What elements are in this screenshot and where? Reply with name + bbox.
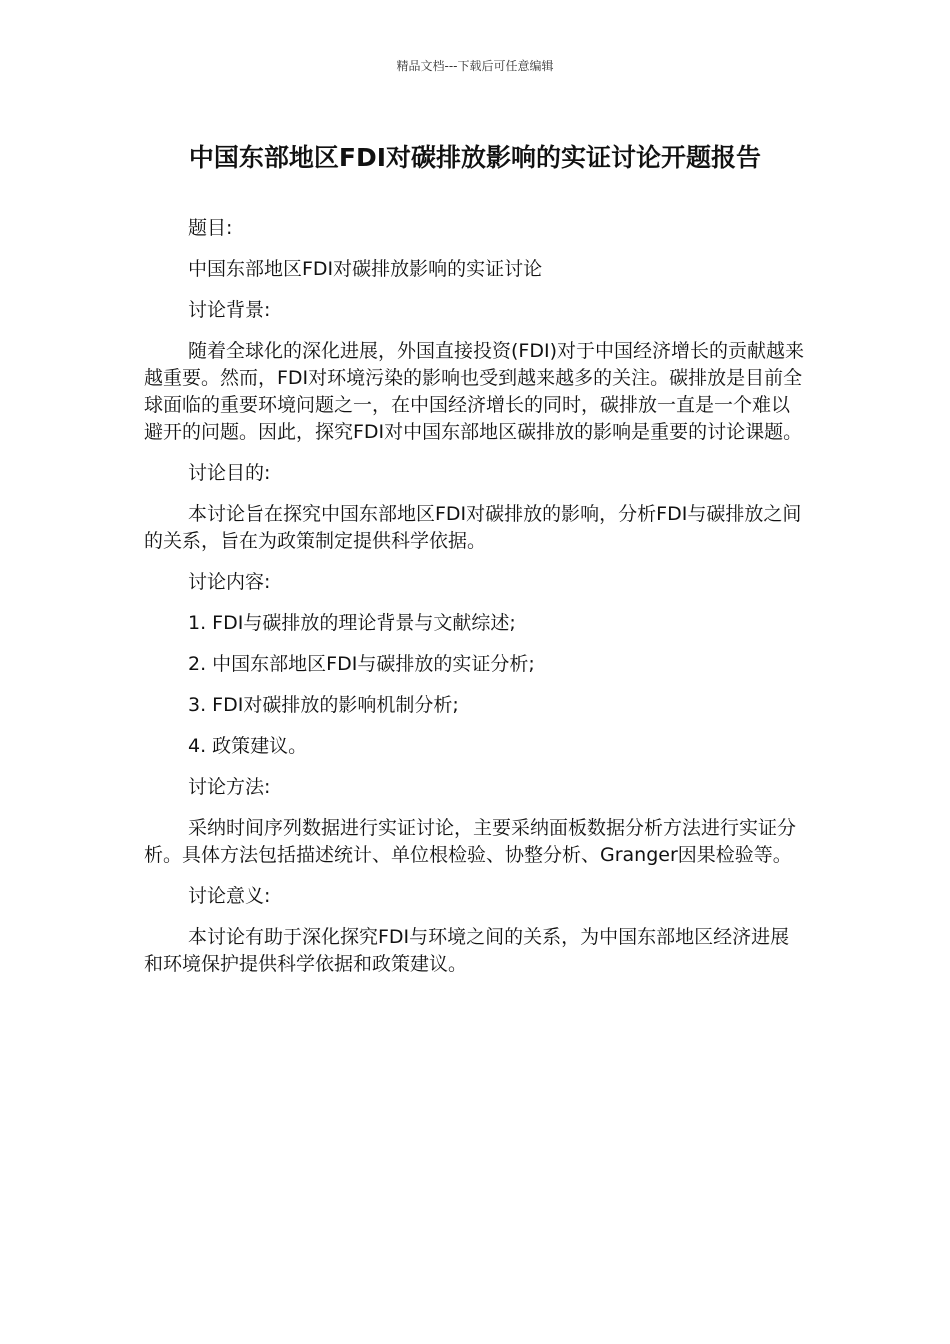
significance-text: 本讨论有助于深化探究FDI与环境之间的关系，为中国东部地区经济进展和环境保护提供科学依据和政策建议。: [144, 926, 790, 975]
label-background: 讨论背景:: [188, 299, 271, 321]
topic-text: 中国东部地区FDI对碳排放影响的实证讨论: [188, 258, 543, 280]
header-note: 精品文档---下载后可任意编辑: [396, 59, 554, 73]
method-text: 采纳时间序列数据进行实证讨论，主要采纳面板数据分析方法进行实证分析。具体方法包括描述统计、单位根检验、协整分析、Granger因果检验等。: [144, 817, 797, 866]
label-content: 讨论内容:: [188, 571, 271, 593]
content-item-1: 1. FDI与碳排放的理论背景与文献综述;: [188, 612, 516, 634]
label-significance: 讨论意义:: [188, 885, 271, 907]
content-item-3: 3. FDI对碳排放的影响机制分析;: [188, 694, 459, 716]
background-text: 随着全球化的深化进展，外国直接投资(FDI)对于中国经济增长的贡献越来越重要。然而，FDI对环境污染的影响也受到越来越多的关注。碳排放是目前全球面临的重要环境问题之一，在中国经济增长的同时，碳排放一直是一个难以避开的问题。因此，探究FDI对中国东部地区碳排放的影响是重要的讨论课题。: [144, 340, 804, 443]
label-method: 讨论方法:: [188, 776, 271, 798]
document-title: 中国东部地区FDI对碳排放影响的实证讨论开题报告: [188, 143, 762, 172]
label-purpose: 讨论目的:: [188, 462, 271, 484]
content-item-2: 2. 中国东部地区FDI与碳排放的实证分析;: [188, 653, 535, 675]
label-topic: 题目:: [188, 217, 233, 239]
document-body: [144, 215, 804, 992]
purpose-text: 本讨论旨在探究中国东部地区FDI对碳排放的影响，分析FDI与碳排放之间的关系，旨在为政策制定提供科学依据。: [144, 503, 802, 552]
content-item-4: 4. 政策建议。: [188, 735, 308, 757]
